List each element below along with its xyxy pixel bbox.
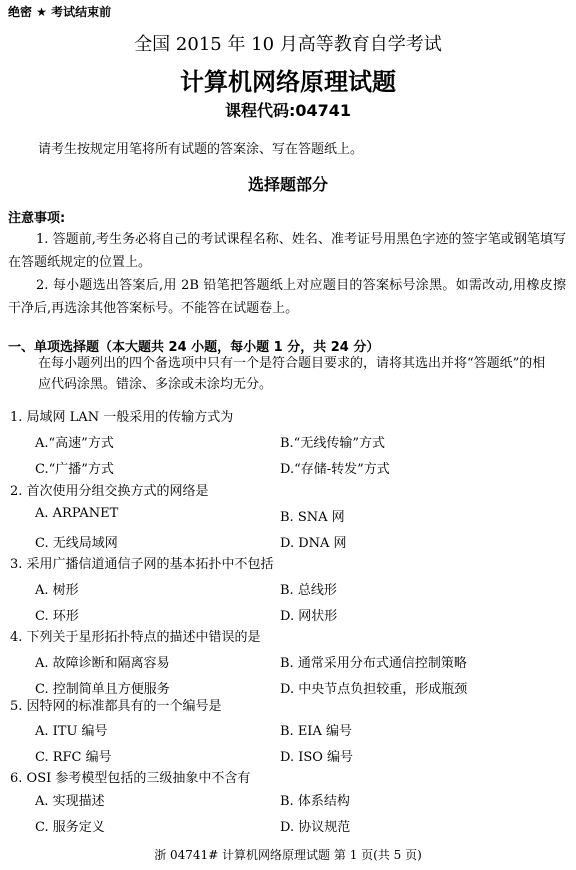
question-2-option-b: B. SNA 网 xyxy=(280,510,345,525)
question-6-option-c: C. 服务定义 xyxy=(35,820,105,835)
question-2-option-c: C. 无线局域网 xyxy=(35,536,118,551)
question-5-option-d: D. ISO 编号 xyxy=(280,750,354,765)
question-1-stem: 1. 局域网 LAN 一般采用的传输方式为 xyxy=(10,410,234,425)
question-3-option-c: C. 环形 xyxy=(35,609,79,624)
page-footer: 浙 04741# 计算机网络原理试题 第 1 页(共 5 页) xyxy=(154,848,422,862)
question-1-option-d: D.“存储-转发”方式 xyxy=(280,462,390,477)
question-2-stem: 2. 首次使用分组交换方式的网络是 xyxy=(10,484,209,499)
course-code: 课程代码:04741 xyxy=(224,101,352,120)
exam-name: 全国 2015 年 10 月高等教育自学考试 xyxy=(134,34,442,55)
question-3-option-a: A. 树形 xyxy=(35,583,79,598)
section-description: 在每小题列出的四个备选项中只有一个是符合题目要求的，请将其选出并将“答题纸”的相应代码涂黑。错涂、多涂或未涂均无分。 xyxy=(38,356,546,392)
notice-title: 注意事项: xyxy=(8,211,66,226)
paper-title: 计算机网络原理试题 xyxy=(180,68,396,96)
question-6-option-a: A. 实现描述 xyxy=(35,794,105,809)
question-4-stem: 4. 下列关于星形拓扑特点的描述中错误的是 xyxy=(10,630,261,645)
notice-item-1: 1. 答题前,考生务必将自己的考试课程名称、姓名、准考证号用黑色字迹的签字笔或钢笔填写在答题纸规定的位置上。 xyxy=(8,232,566,270)
question-1-option-a: A.“高速”方式 xyxy=(35,436,114,451)
answer-instruction: 请考生按规定用笔将所有试题的答案涂、写在答题纸上。 xyxy=(38,142,364,157)
question-5-option-b: B. EIA 编号 xyxy=(280,724,352,739)
question-1-option-c: C.“广播”方式 xyxy=(35,462,114,477)
notice-item-2: 2. 每小题选出答案后,用 2B 铅笔把答题纸上对应题目的答案标号涂黑。如需改动,用橡皮擦干净后,再选涂其他答案标号。不能答在试题卷上。 xyxy=(8,278,566,316)
question-3-option-d: D. 网状形 xyxy=(280,609,338,624)
question-1-option-b: B.“无线传输”方式 xyxy=(280,436,385,451)
question-2-option-d: D. DNA 网 xyxy=(280,536,347,551)
question-6-stem: 6. OSI 参考模型包括的三级抽象中不含有 xyxy=(10,771,251,786)
question-3-stem: 3. 采用广播信道通信子网的基本拓扑中不包括 xyxy=(10,557,274,572)
confidential-mark: 绝密 ★ 考试结束前 xyxy=(8,5,112,19)
question-5-option-a: A. ITU 编号 xyxy=(35,724,108,739)
question-4-option-d: D. 中央节点负担较重，形成瓶颈 xyxy=(280,682,468,697)
part-title: 选择题部分 xyxy=(247,175,328,194)
question-4-option-c: C. 控制简单且方便服务 xyxy=(35,682,170,697)
question-4-option-a: A. 故障诊断和隔离容易 xyxy=(35,656,170,671)
question-4-option-b: B. 通常采用分布式通信控制策略 xyxy=(280,656,467,671)
question-6-option-d: D. 协议规范 xyxy=(280,820,351,835)
question-2-option-a: A. ARPANET xyxy=(35,506,119,521)
question-3-option-b: B. 总线形 xyxy=(280,583,337,598)
question-5-option-c: C. RFC 编号 xyxy=(35,750,112,765)
question-6-option-b: B. 体系结构 xyxy=(280,794,350,809)
section-title: 一、单项选择题（本大题共 24 小题，每小题 1 分，共 24 分） xyxy=(8,340,380,355)
question-5-stem: 5. 因特网的标准都具有的一个编号是 xyxy=(10,699,222,714)
